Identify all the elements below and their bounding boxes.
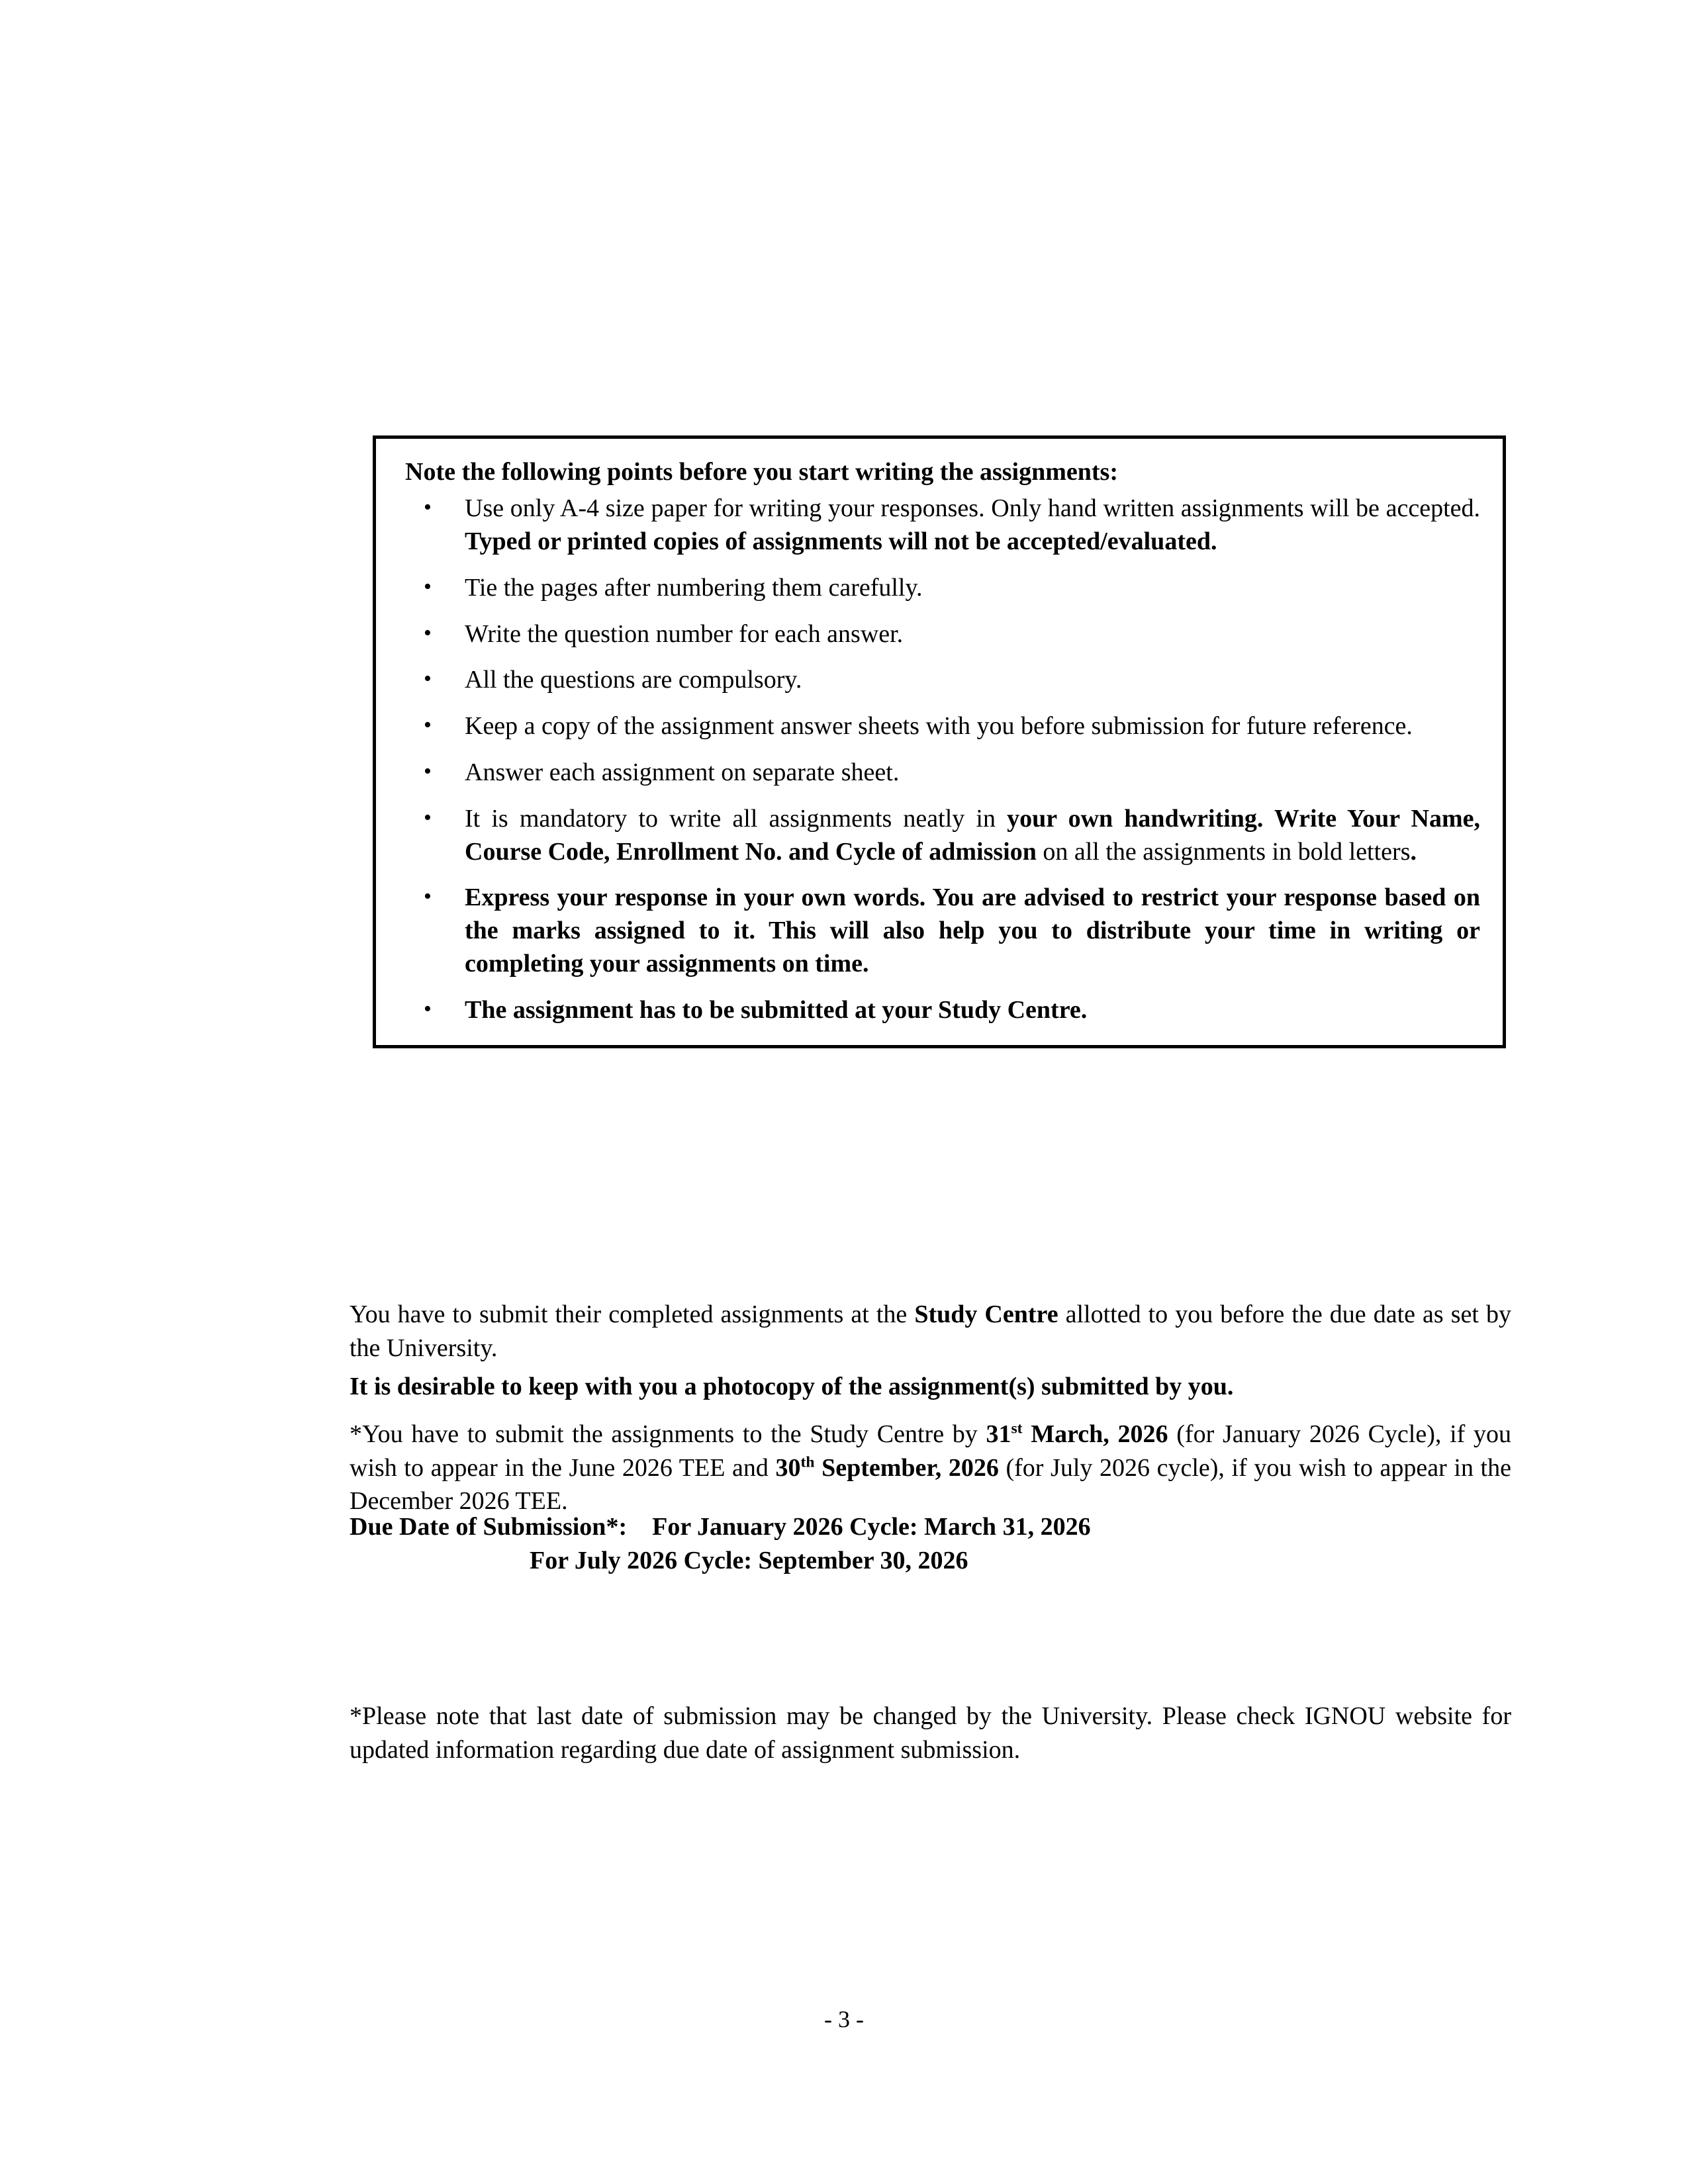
note-bullet-text bbox=[465, 884, 1480, 978]
text-run-0: Keep a copy of the assignment answer sheets with you before submission for future reference. bbox=[465, 712, 1413, 741]
text-run-1: Typed or printed copies of assignments will not be accepted/evaluated. bbox=[465, 527, 1217, 556]
note-box-heading: Note the following points before you start writing the assignments: bbox=[405, 458, 1118, 486]
text-run-1: your own handwriting. Write Your Name, Course Code, Enrollment No. and Cycle of admission bbox=[465, 804, 1480, 866]
note-bullet-text bbox=[465, 758, 899, 786]
page-number: - 3 - bbox=[824, 2006, 864, 2032]
text-run-0: It is mandatory to write all assignments neatly in bbox=[465, 804, 1008, 833]
ordinal-suffix: th bbox=[800, 1453, 815, 1471]
note-bullet-text bbox=[465, 494, 1480, 555]
text-run-0: You have to submit their completed assignments at the bbox=[350, 1300, 915, 1328]
note-bullet-submit-study-centre bbox=[396, 994, 1480, 1027]
note-box bbox=[373, 435, 1506, 1048]
text-run-4: 30 bbox=[775, 1453, 801, 1482]
text-run-2: March, 2026 bbox=[1022, 1420, 1168, 1448]
paragraph-submit-assignments bbox=[350, 1298, 1511, 1365]
note-bullet-text bbox=[465, 996, 1087, 1024]
text-run-1: Study Centre bbox=[914, 1300, 1058, 1328]
text-run-0: Write the question number for each answer. bbox=[465, 619, 904, 648]
text-run-0: Answer each assignment on separate sheet. bbox=[465, 758, 900, 786]
text-run-5: September, 2026 bbox=[814, 1453, 999, 1482]
note-bullet-question-number bbox=[396, 618, 1480, 651]
text-run-0: *You have to submit the assignments to the Study Centre by bbox=[350, 1420, 986, 1448]
note-bullet-all-compulsory bbox=[396, 664, 1480, 697]
bullet-icon: • bbox=[424, 713, 432, 738]
text-run-6: (for July 2026 cycle), if you wish to appear in the December 2026 TEE. bbox=[350, 1453, 1511, 1516]
note-bullet-own-handwriting bbox=[396, 803, 1480, 869]
paragraph-keep-photocopy: It is desirable to keep with you a photocopy of the assignment(s) submitted by you. bbox=[350, 1373, 1234, 1400]
note-bullet-a4-paper bbox=[396, 492, 1480, 559]
bullet-icon: • bbox=[424, 666, 432, 692]
ordinal-suffix: st bbox=[1011, 1420, 1023, 1437]
bullet-icon: • bbox=[424, 805, 432, 830]
bullet-icon: • bbox=[424, 996, 432, 1021]
due-date-january-value: For January 2026 Cycle: March 31, 2026 bbox=[652, 1513, 1091, 1541]
text-run-2: on all the assignments in bold letters bbox=[1036, 837, 1411, 866]
note-bullet-text bbox=[465, 805, 1480, 866]
bullet-icon: • bbox=[424, 495, 432, 520]
text-run-2: allotted to you before the due date as set by the University. bbox=[350, 1300, 1511, 1362]
note-bullet-express-own-words bbox=[396, 882, 1480, 980]
due-date-label: Due Date of Submission*: bbox=[350, 1513, 628, 1541]
note-bullet-tie-pages bbox=[396, 572, 1480, 605]
text-run-0: Tie the pages after numbering them carefully. bbox=[465, 573, 923, 602]
note-bullet-separate-sheet bbox=[396, 756, 1480, 790]
text-run-0: Use only A-4 size paper for writing your responses. Only hand written assignments will be accepted. bbox=[465, 494, 1480, 523]
due-date-july-value: For July 2026 Cycle: September 30, 2026 bbox=[530, 1546, 968, 1574]
due-date-block bbox=[350, 1510, 1511, 1577]
bullet-icon: • bbox=[424, 884, 432, 909]
text-run-3: (for January 2026 Cycle), if you wish to appear in the June 2026 TEE and bbox=[350, 1420, 1512, 1482]
note-bullet-text bbox=[465, 574, 923, 602]
paragraph-submission-deadlines bbox=[350, 1418, 1511, 1518]
text-run-3: . bbox=[1410, 837, 1417, 866]
note-bullet-text bbox=[465, 620, 903, 648]
text-run-0: Express your response in your own words. You are advised to restrict your response based on the marks assigned to it. This will also help you to distribute your time in writing or completing your assignments on time. bbox=[465, 884, 1480, 978]
note-bullet-list bbox=[396, 492, 1480, 1026]
note-bullet-text bbox=[465, 712, 1413, 740]
text-run-0: All the questions are compulsory. bbox=[465, 666, 802, 694]
bullet-icon: • bbox=[424, 620, 432, 645]
note-bullet-keep-copy bbox=[396, 710, 1480, 743]
text-run-1: 31 bbox=[986, 1420, 1011, 1448]
due-date-line-january bbox=[350, 1510, 1511, 1544]
bullet-icon: • bbox=[424, 574, 432, 599]
bullet-icon: • bbox=[424, 758, 432, 784]
note-bullet-text bbox=[465, 666, 802, 694]
paragraph-footnote: *Please note that last date of submission may be changed by the University. Please check IGNOU website for updated information regarding due date of assignment submission. bbox=[350, 1702, 1511, 1764]
text-run-0: The assignment has to be submitted at your Study Centre. bbox=[465, 995, 1088, 1024]
